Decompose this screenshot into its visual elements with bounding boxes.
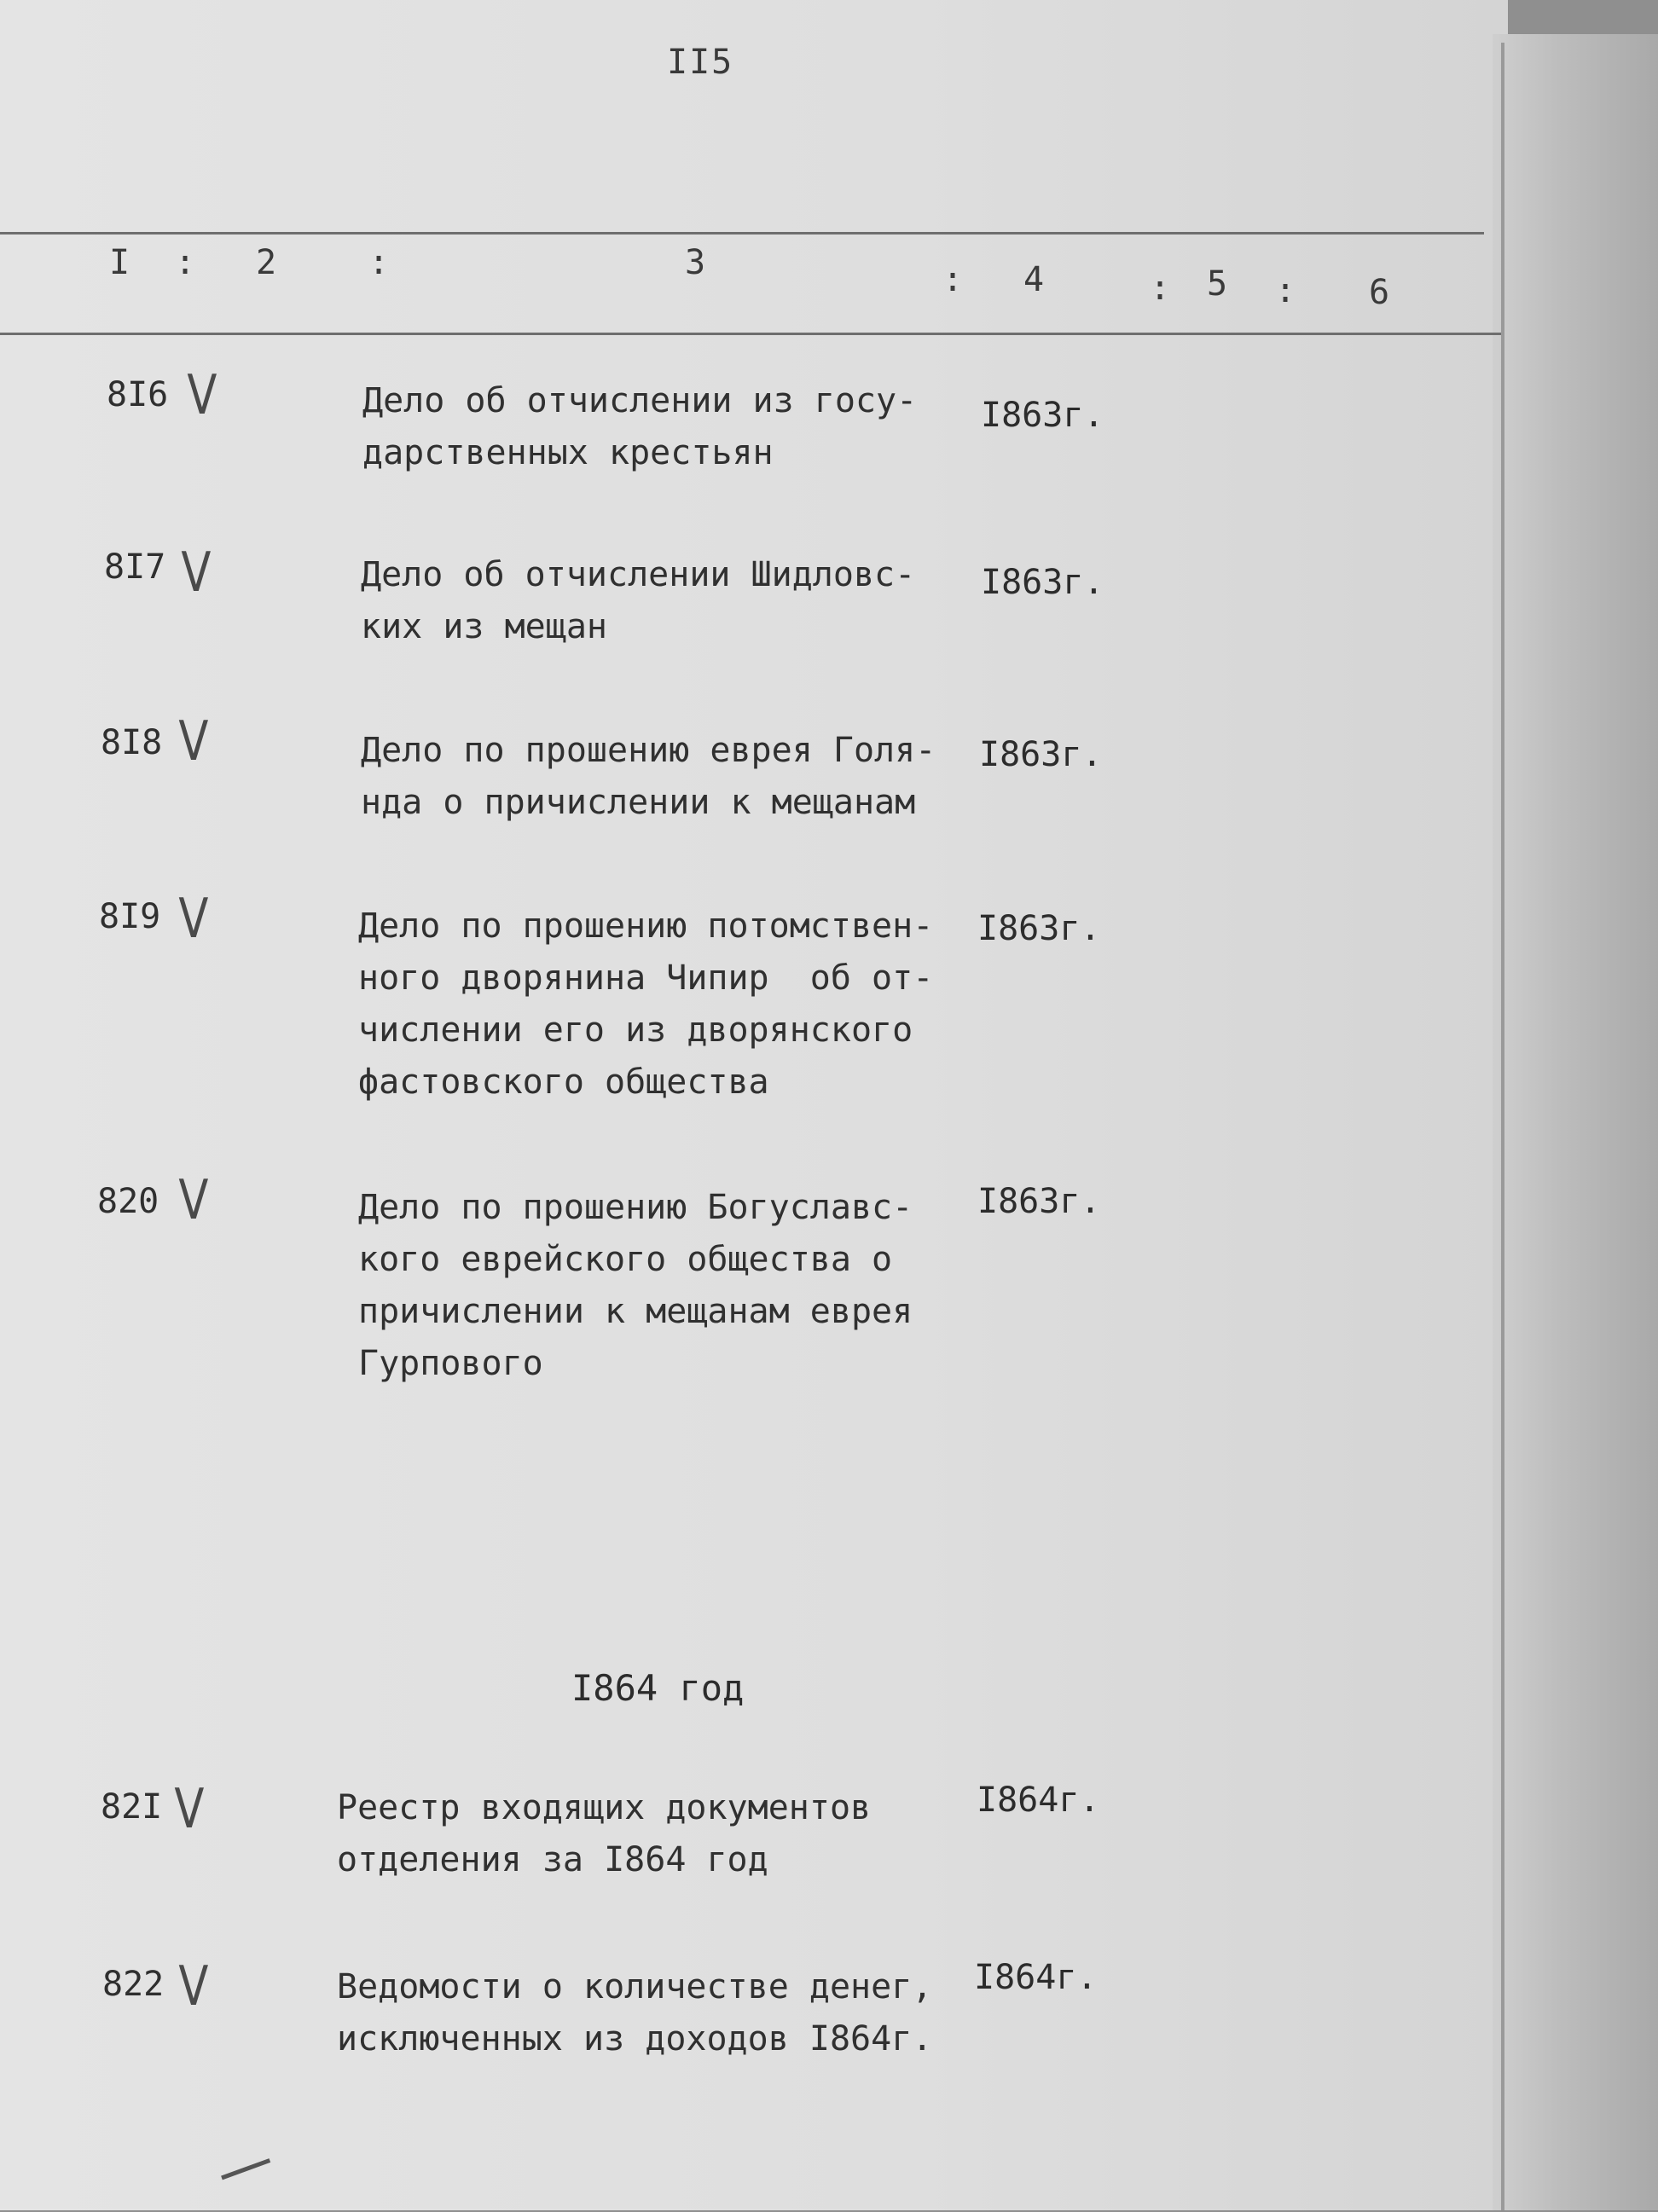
entry-description-line: причислении к мещанам еврея: [358, 1292, 913, 1331]
entry-description-line: Реестр входящих документов: [337, 1788, 872, 1827]
check-mark: V: [187, 364, 217, 427]
entry-year: I863г.: [981, 396, 1104, 435]
check-mark: V: [178, 710, 209, 773]
column-separator: :: [942, 260, 964, 299]
entry-description-line: Дело об отчислении из госу-: [362, 381, 918, 420]
header-rule-bottom: [0, 333, 1501, 335]
entry-number: 82I: [101, 1787, 163, 1827]
check-mark: V: [178, 1169, 209, 1232]
entry-number: 8I8: [101, 723, 163, 762]
entry-year: I864г.: [974, 1958, 1098, 1997]
column-separator: :: [1275, 271, 1296, 310]
entry-year: I863г.: [979, 735, 1103, 774]
year-section-heading: I864 год: [571, 1667, 745, 1709]
entry-number: 820: [97, 1182, 159, 1221]
column-separator: :: [368, 243, 390, 282]
check-mark: V: [181, 541, 212, 605]
entry-year: I863г.: [977, 909, 1101, 948]
entry-description-line: ких из мещан: [361, 607, 607, 646]
column-header-4: 4: [1023, 260, 1045, 299]
page-edge-shadow: [1493, 34, 1658, 2210]
entry-number: 8I7: [104, 547, 166, 587]
entry-description-line: числении его из дворянского: [358, 1010, 913, 1050]
column-separator: :: [175, 243, 196, 282]
entry-description-line: фастовского общества: [358, 1063, 769, 1102]
check-mark: V: [174, 1778, 205, 1841]
column-header-2: 2: [256, 243, 277, 282]
entry-description-line: дарственных крестьян: [362, 433, 774, 472]
entry-number: 822: [102, 1965, 165, 2004]
entry-number: 8I6: [107, 375, 169, 414]
entry-year: I863г.: [981, 563, 1104, 602]
page-number: II5: [667, 43, 734, 82]
header-rule-top: [0, 232, 1484, 235]
check-mark: V: [178, 1955, 209, 2018]
entry-description-line: исключенных из доходов I864г.: [337, 2019, 933, 2059]
entry-description-line: Дело по прошению еврея Голя-: [361, 731, 936, 770]
entry-year: I863г.: [977, 1182, 1101, 1221]
entry-description-line: Гурпового: [358, 1344, 543, 1383]
check-mark: V: [178, 888, 209, 951]
column-header-5: 5: [1207, 264, 1228, 304]
entry-description-line: Дело по прошению Богуславс-: [358, 1188, 913, 1227]
entry-year: I864г.: [977, 1781, 1100, 1820]
entry-description-line: Дело по прошению потомствен-: [358, 906, 934, 946]
column-header-3: 3: [685, 243, 706, 282]
entry-number: 8I9: [99, 897, 161, 936]
page-edge-line: [1501, 43, 1504, 2210]
entry-description-line: нда о причислении к мещанам: [361, 783, 916, 822]
column-header-6: 6: [1369, 273, 1390, 312]
column-header-1: I: [109, 243, 130, 282]
entry-description-line: Дело об отчислении Шидловс-: [361, 555, 916, 594]
entry-description-line: Ведомости о количестве денег,: [337, 1967, 933, 2006]
entry-description-line: кого еврейского общества о: [358, 1240, 893, 1279]
entry-description-line: ного дворянина Чипир об от-: [358, 958, 934, 998]
entry-description-line: отделения за I864 год: [337, 1840, 768, 1879]
column-separator: :: [1150, 269, 1171, 308]
